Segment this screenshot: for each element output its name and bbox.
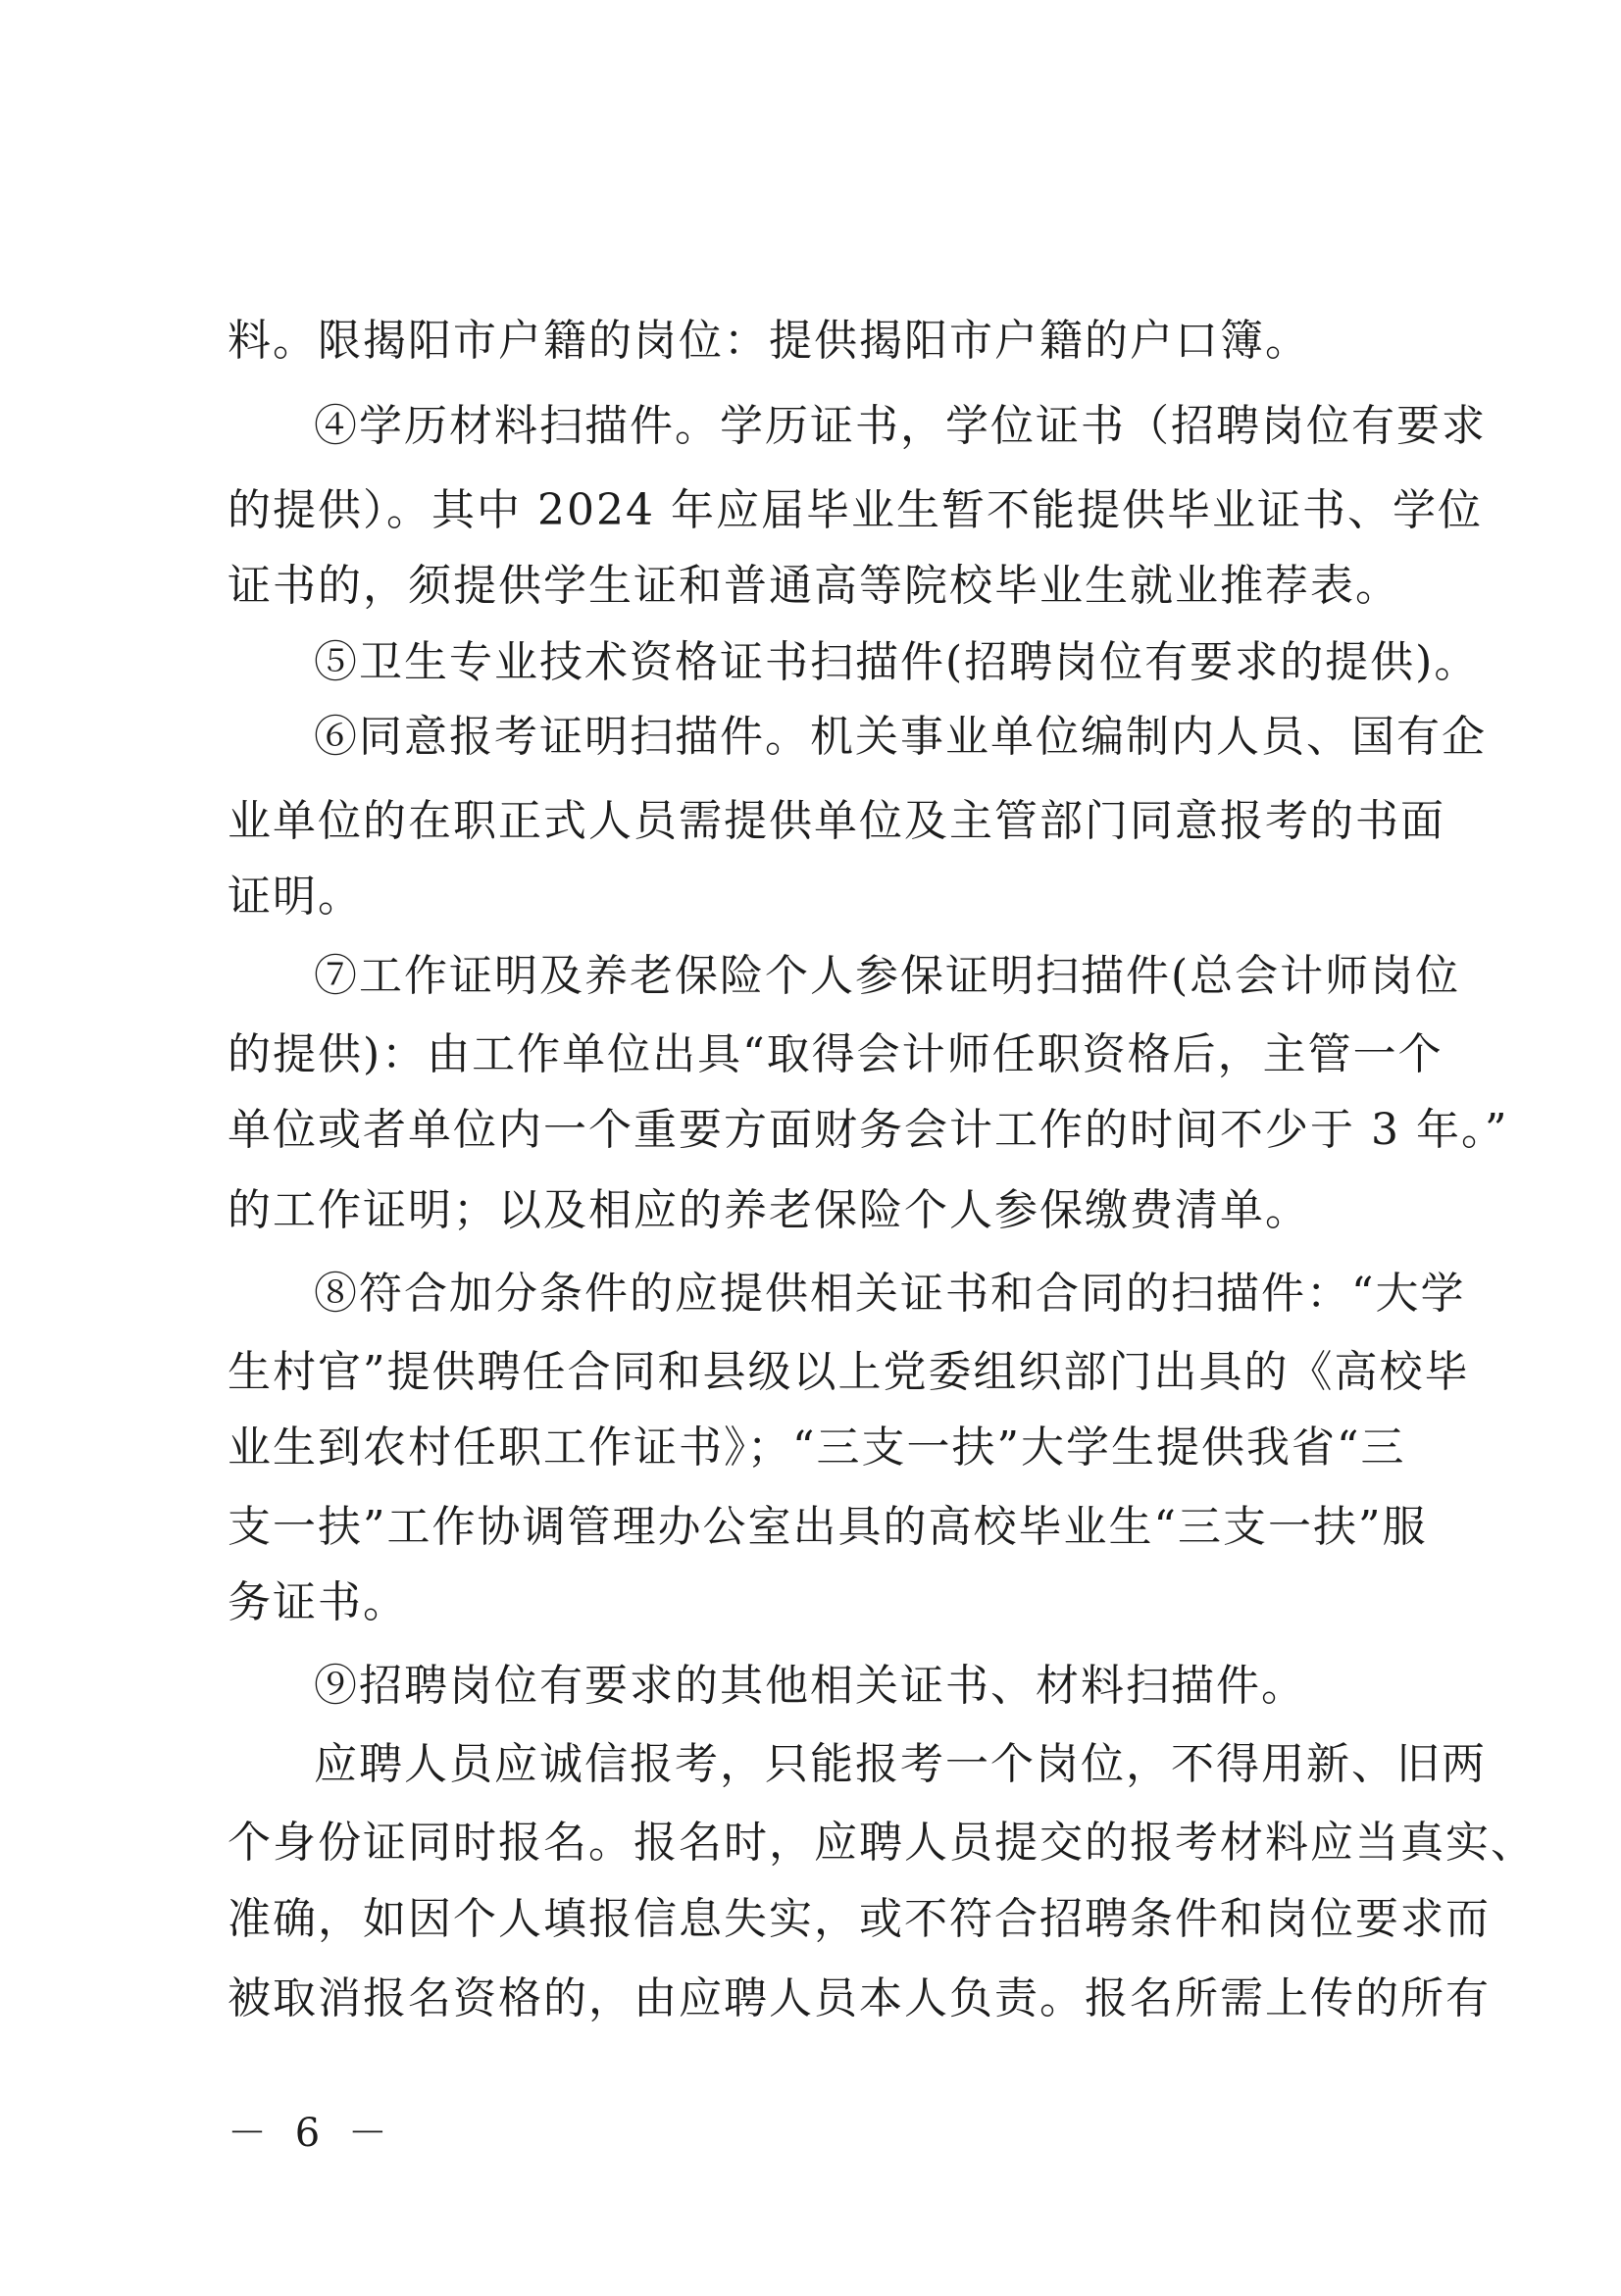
body-line-8: 证明。 xyxy=(228,872,363,922)
body-line-7: 业单位的在职正式人员需提供单位及主管部门同意报考的书面 xyxy=(228,796,1445,846)
body-line-11: 单位或者单位内一个重要方面财务会计工作的时间不少于 3 年。” xyxy=(228,1105,1509,1155)
body-line-9: ⑦工作证明及养老保险个人参保证明扫描件(总会计师岗位 xyxy=(314,951,1461,1001)
body-line-18: ⑨招聘岗位有要求的其他相关证书、材料扫描件。 xyxy=(314,1661,1306,1711)
body-line-17: 务证书。 xyxy=(228,1577,408,1627)
body-line-14: 生村官”提供聘任合同和县级以上党委组织部门出具的《高校毕 xyxy=(228,1347,1470,1397)
body-line-5: ⑤卫生专业技术资格证书扫描件(招聘岗位有要求的提供)。 xyxy=(314,637,1480,687)
body-line-4: 证书的，须提供学生证和普通高等院校毕业生就业推荐表。 xyxy=(228,561,1400,611)
body-line-10: 的提供)：由工作单位出具“取得会计师任职资格后，主管一个 xyxy=(228,1029,1444,1079)
page-number: － 6 － xyxy=(228,2111,395,2156)
body-line-1: 料。限揭阳市户籍的岗位：提供揭阳市户籍的户口簿。 xyxy=(228,316,1310,366)
body-line-3: 的提供）。其中 2024 年应届毕业生暂不能提供毕业证书、学位 xyxy=(228,485,1483,535)
body-line-16: 支一扶”工作协调管理办公室出具的高校毕业生“三支一扶”服 xyxy=(228,1502,1428,1552)
body-line-6: ⑥同意报考证明扫描件。机关事业单位编制内人员、国有企 xyxy=(314,712,1487,762)
body-line-20: 个身份证同时报名。报名时，应聘人员提交的报考材料应当真实、 xyxy=(228,1818,1536,1868)
body-line-19: 应聘人员应诚信报考，只能报考一个岗位，不得用新、旧两 xyxy=(314,1739,1487,1789)
body-line-2: ④学历材料扫描件。学历证书，学位证书（招聘岗位有要求 xyxy=(314,401,1487,451)
body-line-15: 业生到农村任职工作证书》；“三支一扶”大学生提供我省“三 xyxy=(228,1423,1406,1472)
body-line-22: 被取消报名资格的，由应聘人员本人负责。报名所需上传的所有 xyxy=(228,1973,1491,2023)
body-line-13: ⑧符合加分条件的应提供相关证书和合同的扫描件：“大学 xyxy=(314,1269,1466,1319)
body-line-12: 的工作证明；以及相应的养老保险个人参保缴费清单。 xyxy=(228,1185,1310,1235)
body-line-21: 准确，如因个人填报信息失实，或不符合招聘条件和岗位要求而 xyxy=(228,1894,1491,1944)
